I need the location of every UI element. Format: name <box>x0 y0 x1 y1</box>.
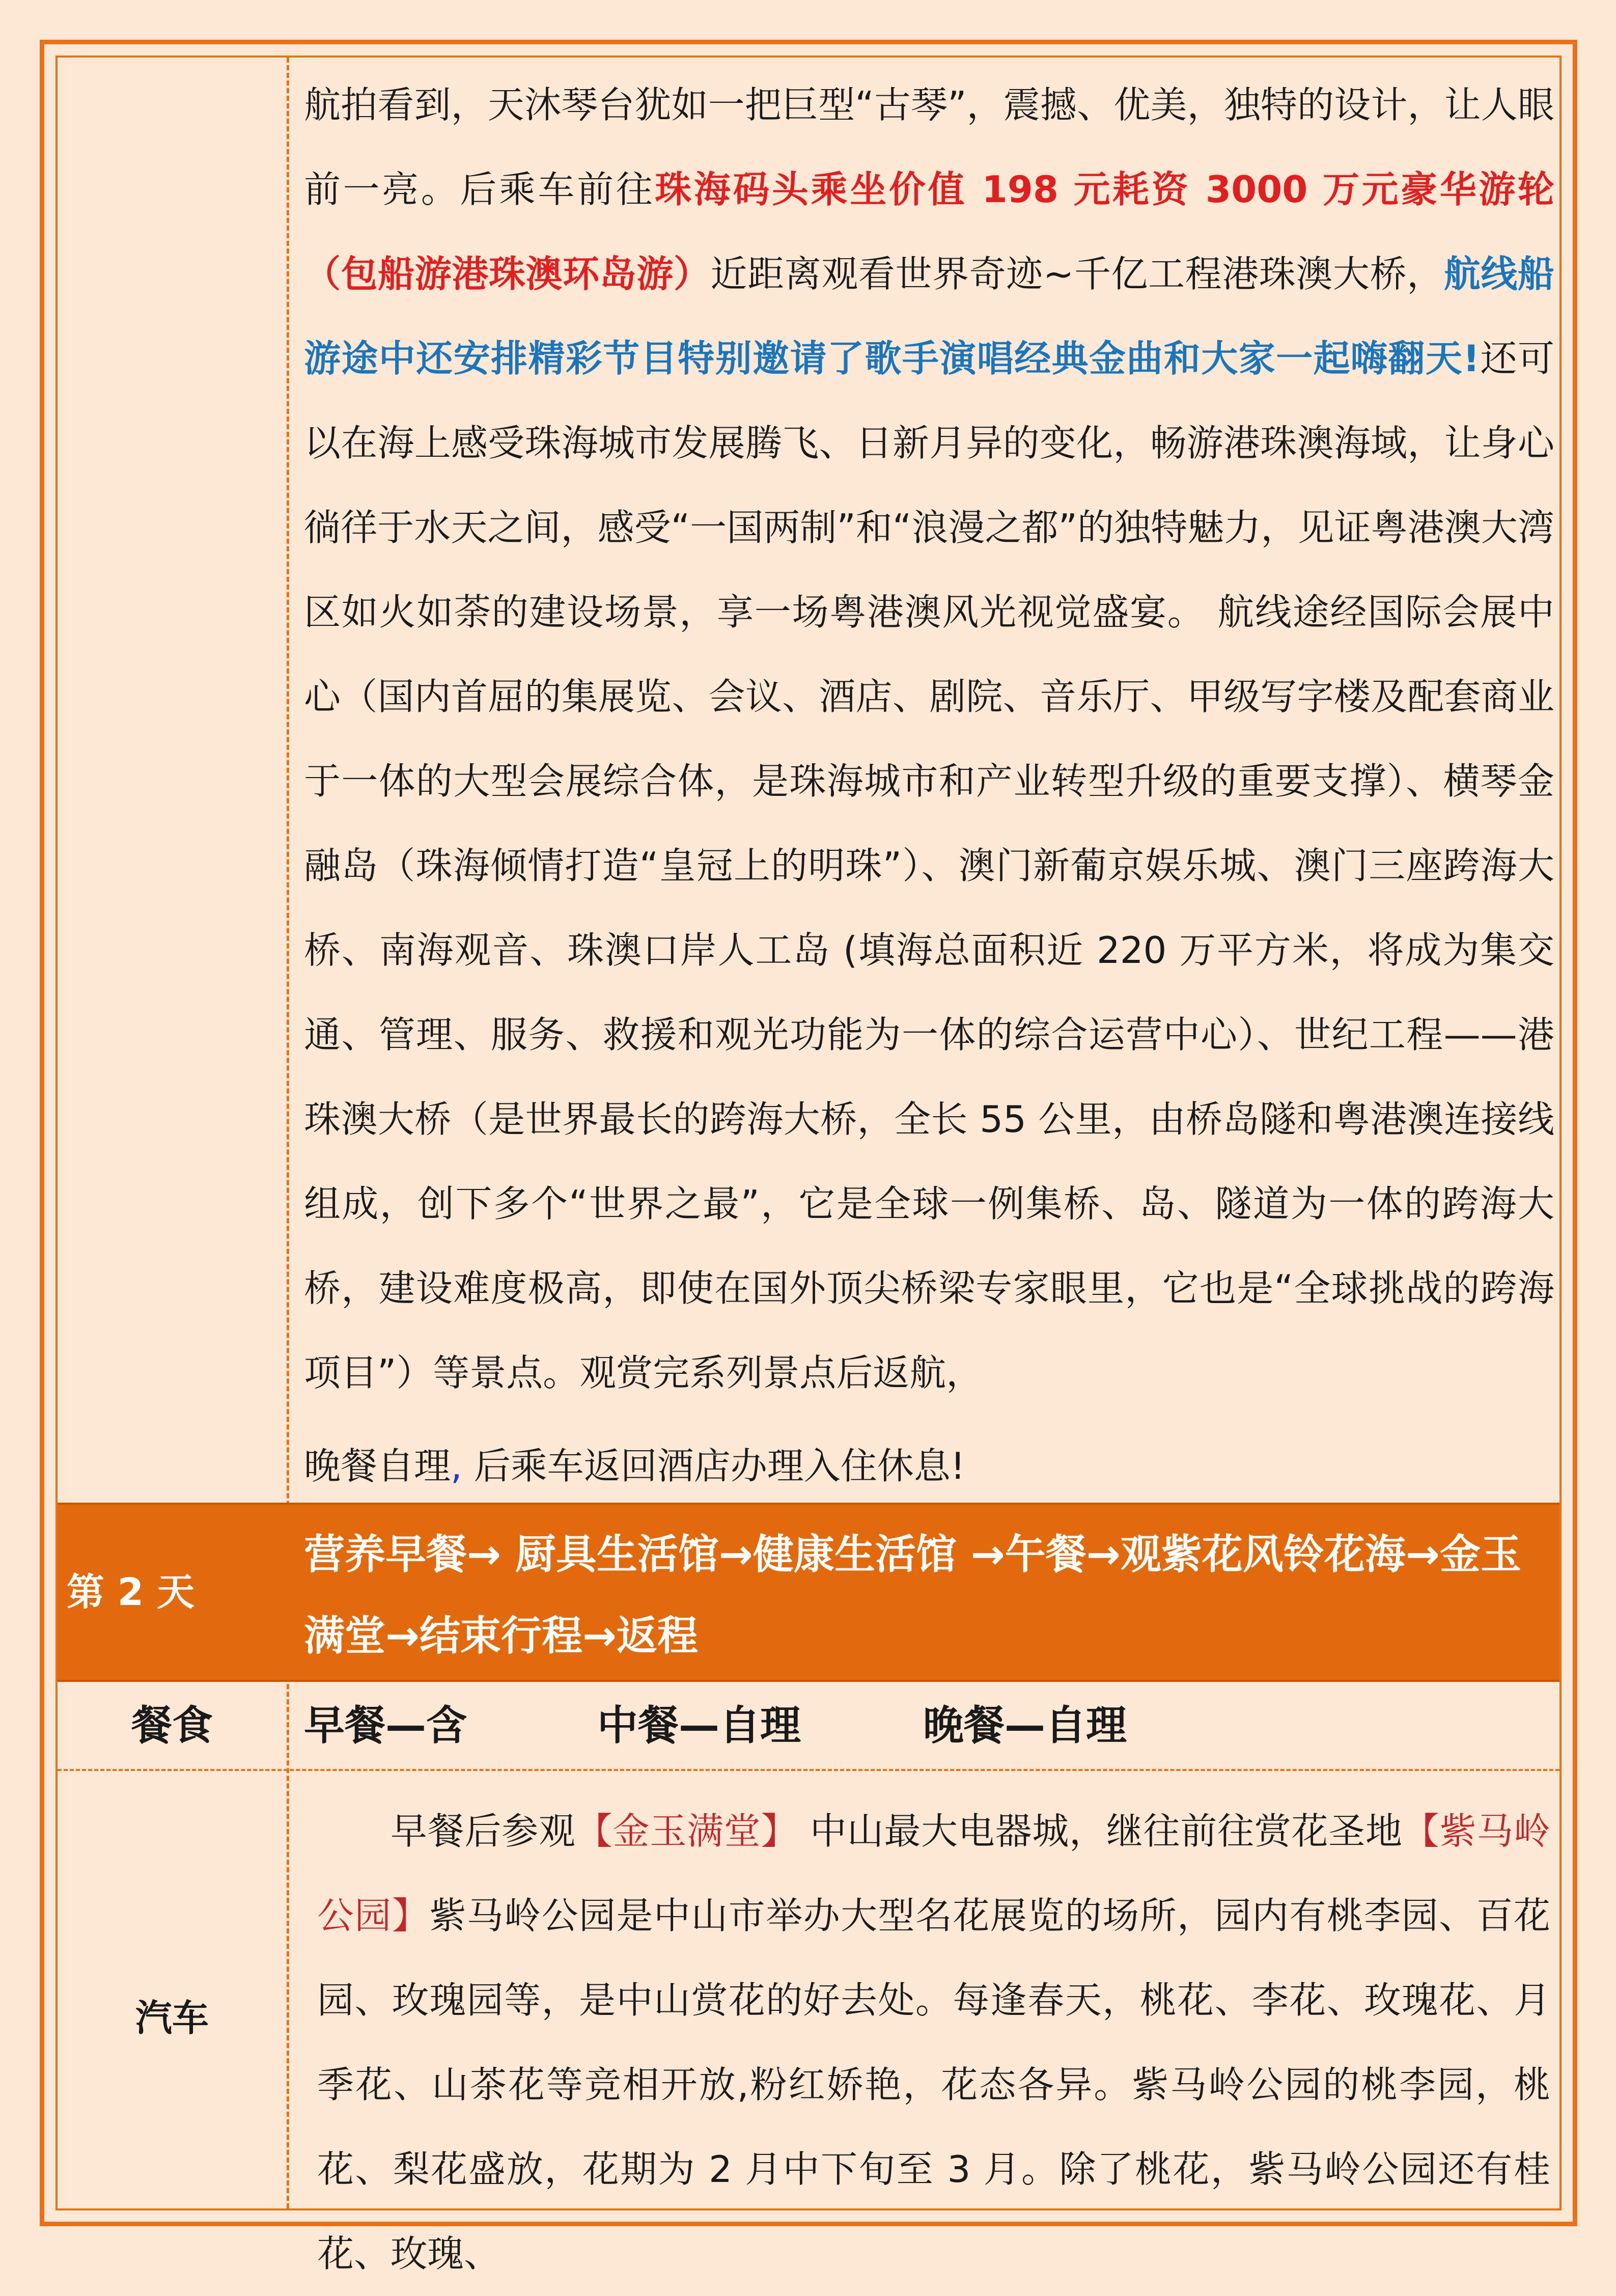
day2-highlight-park: 【紫马岭公园】 <box>317 1810 1550 1937</box>
day1-text-route: 还可以在海上感受珠海城市发展腾飞、日新月异的变化，畅游港珠澳海域，让身心徜徉于水天之间，感受“一国两制”和“浪漫之都”的独特魅力，见证粤港澳大湾区如火如荼的建设场景，享一场粤港澳风光视觉盛宴。 航线途经国际会展中心（国内首屈的集展览、会议、酒店、剧院、音乐厅、甲级写字楼及配套商业于一体的大型会展综合体，是珠海城市和产业转型升级的重要支撑）、横琴金融岛（珠海倾情打造“皇冠上的明珠”）、澳门新葡京娱乐城、澳门三座跨海大桥、南海观音、珠澳口岸人工岛 (填海总面积近 220 万平方米，将成为集交通、管理、服务、救援和观光功能为一体的综合运营中心）、世纪工程——港珠澳大桥（是世界最长的跨海大桥，全长 55 公里，由桥岛隧和粤港澳连接线组成，创下多个“世界之最”，它是全球一例集桥、岛、隧道为一体的跨海大桥，建设难度极高，即使在国外顶尖桥梁专家眼里，它也是“全球挑战的跨海项目”）等景点。观赏完系列景点后返航， <box>304 337 1554 1394</box>
day1-highlight-cruise: 珠海码头乘坐价值 198 元耗资 3000 万元豪华游轮（包船游港珠澳环岛游） <box>304 168 1554 295</box>
itinerary-table <box>55 56 1562 2275</box>
day1-closing <box>304 1425 1554 1507</box>
meal-dinner: 晚餐—自理 <box>923 1702 1127 1749</box>
day2-route: 营养早餐→ 厨具生活馆→健康生活馆 →午餐→观紫花风铃花海→金玉满堂→结束行程→返程 <box>304 1531 1521 1659</box>
column-divider <box>287 58 289 2208</box>
day2-header-row <box>58 1503 1559 1682</box>
day1-text-bridge: 近距离观看世界奇迹~千亿工程港珠澳大桥， <box>710 253 1444 295</box>
day1-dinner-text: 晚餐自理 <box>304 1445 451 1487</box>
day1-description <box>304 63 1554 1415</box>
day2-text-park: 紫马岭公园是中山市举办大型名花展览的场所，园内有桃李园、百花园、玫瑰园等，是中山赏花的好去处。每逢春天，桃花、李花、玫瑰花、月季花、山茶花等竞相开放,粉红娇艳，花态各异。紫马岭公园的桃李园，桃花、梨花盛放，花期为 2 月中下旬至 3 月。除了桃花，紫马岭公园还有桂花、玫瑰、 <box>317 1894 1550 2275</box>
day1-text-intro: 航拍看到，天沐琴台犹如一把巨型“古琴”，震撼、优美，独特的设计，让人眼前一亮。后乘车前往 <box>304 84 1554 211</box>
day2-text-mid: 中山最大电器城，继往前往赏花圣地 <box>798 1810 1403 1852</box>
itinerary-page <box>40 40 1577 2275</box>
day2-label: 第 2 天 <box>67 1570 195 1614</box>
day1-comma: , <box>451 1445 462 1487</box>
day2-description <box>317 1789 1550 2296</box>
meal-label: 餐食 <box>131 1702 213 1749</box>
meal-breakfast: 早餐—含 <box>304 1702 467 1749</box>
day2-highlight-jinyu: 【金玉满堂】 <box>575 1810 798 1852</box>
day1-highlight-show: 航线船游途中还安排精彩节目特别邀请了歌手演唱经典金曲和大家一起嗨翻天! <box>304 253 1554 380</box>
day1-hotel-text: 后乘车返回酒店办理入住休息! <box>462 1445 965 1487</box>
day2-text-intro: 早餐后参观 <box>391 1810 576 1852</box>
meal-row <box>58 1682 1559 1771</box>
transport-label: 汽车 <box>135 1997 209 2039</box>
meal-lunch: 中餐—自理 <box>597 1702 801 1749</box>
